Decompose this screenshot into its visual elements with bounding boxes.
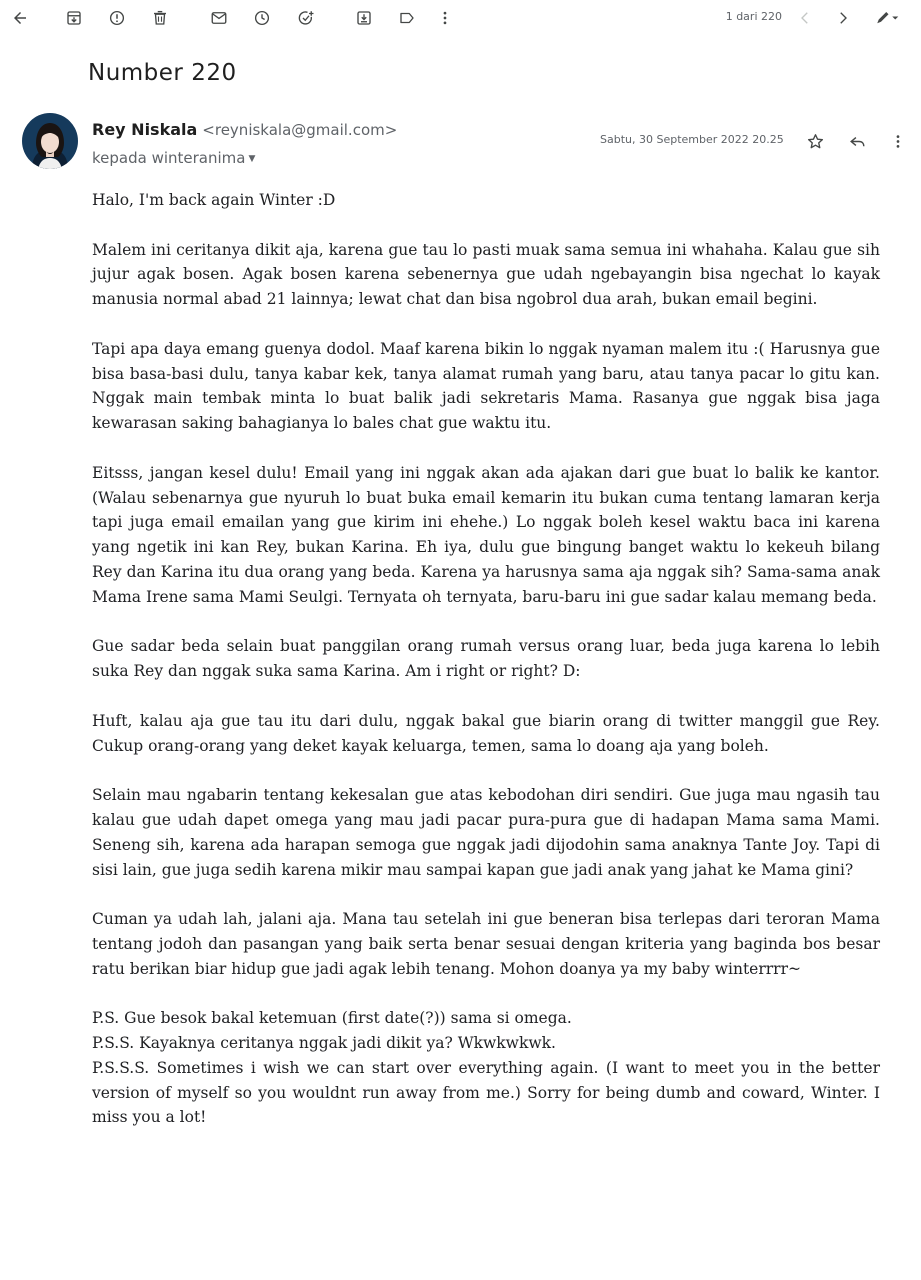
postscript-line: P.S. Gue besok bakal ketemuan (first date(?)) sama si omega. (92, 1009, 572, 1028)
back-arrow-icon[interactable] (9, 7, 31, 29)
sender-line (92, 120, 397, 139)
caret-down-icon[interactable]: ▼ (248, 154, 256, 164)
recipient-label: kepada winteranima (92, 149, 246, 167)
report-spam-icon[interactable] (106, 7, 128, 29)
mark-unread-icon[interactable] (208, 7, 230, 29)
body-paragraph: Huft, kalau aja gue tau itu dari dulu, nggak bakal gue biarin orang di twitter manggil gue Rey. Cukup orang-orang yang deket kayak keluarga, temen, sama lo doang aja yang boleh. (92, 711, 880, 755)
avatar[interactable] (22, 113, 78, 169)
sender-name[interactable]: Rey Niskala (92, 120, 198, 139)
body-paragraph: Halo, I'm back again Winter :D (92, 191, 336, 209)
body-paragraph: Eitsss, jangan kesel dulu! Email yang ini nggak akan ada ajakan dari gue buat lo balik ke kantor. (Walau sebenarnya gue nyuruh lo buat buka email kemarin itu bukan cuma tentang lamaran kerja tapi juga email emailan yang gue kirim ini ehehe.) Lo nggak boleh kesel waktu baca ini karena yang ngetik ini kan Rey, bukan Karina. Eh iya, dulu gue bingung banget waktu lo kekeuh bilang Rey dan Karina itu dua orang yang beda. Karena ya harusnya sama aja nggak sih? Sama-sama anak Mama Irene sama Mami Seulgi. Ternyata oh ternyata, baru-baru ini gue sadar kalau memang beda. (92, 463, 880, 606)
more-vert-icon[interactable] (434, 7, 456, 29)
email-subject: Number 220 (88, 60, 237, 86)
move-to-icon[interactable] (353, 7, 375, 29)
more-vert-icon[interactable] (889, 130, 907, 152)
postscript-line: P.S.S. Kayaknya ceritanya nggak jadi dikit ya? Wkwkwkwk. (92, 1034, 556, 1053)
pager-count: 1 dari 220 (725, 10, 782, 23)
snooze-icon[interactable] (251, 7, 273, 29)
toolbar (0, 0, 921, 36)
pen-icon[interactable] (870, 7, 904, 29)
label-icon[interactable] (396, 7, 418, 29)
archive-icon[interactable] (63, 7, 85, 29)
body-paragraph: Selain mau ngabarin tentang kekesalan gue atas kebodohan diri sendiri. Gue juga mau ngasih tau kalau gue udah dapet omega yang mau jadi pacar pura-pura gue di hadapan Mama sama Mami. Seneng sih, karena ada harapan semoga gue nggak jadi dijodohin sama anaknya Tante Joy. Tapi di sisi lain, gue juga sedih karena mikir mau sampai kapan gue jadi anak yang jahat ke Mama gini? (92, 786, 880, 879)
postscript-line: P.S.S.S. Sometimes i wish we can start over everything again. (I want to meet you in the better version of myself so you wouldnt run away from me.) Sorry for being dumb and coward, Winter. I miss you a lot! (92, 1058, 880, 1127)
email-body (92, 188, 880, 1130)
add-task-icon[interactable] (295, 7, 317, 29)
postscript-block (92, 1006, 880, 1130)
email-date: Sabtu, 30 September 2022 20.25 (600, 133, 784, 146)
star-icon[interactable] (804, 130, 826, 152)
delete-icon[interactable] (149, 7, 171, 29)
body-paragraph: Cuman ya udah lah, jalani aja. Mana tau setelah ini gue beneran bisa terlepas dari teroran Mama tentang jodoh dan pasangan yang baik serta benar sesuai dengan kriteria yang baginda bos besar ratu berikan biar hidup gue jadi agak lebih tenang. Mohon doanya ya my baby winterrrr~ (92, 910, 880, 978)
body-paragraph: Tapi apa daya emang guenya dodol. Maaf karena bikin lo nggak nyaman malem itu :( Harusnya gue bisa basa-basi dulu, tanya kabar kek, tanya alamat rumah yang baru, atau tanya pacar lo gitu kan. Nggak main tembak minta lo buat balik jadi sekretaris Mama. Rasanya gue nggak bisa jaga kewarasan saking bahagianya lo bales chat gue waktu itu. (92, 339, 880, 433)
body-paragraph: Malem ini ceritanya dikit aja, karena gue tau lo pasti muak sama semua ini whahaha. Kalau gue sih jujur agak bosen. Agak bosen karena sebenernya gue udah ngebayangin bisa ngechat lo kayak manusia normal abad 21 lainnya; lewat chat dan bisa ngobrol dua arah, bukan email begini. (92, 240, 880, 309)
sender-email: <reyniskala@gmail.com> (202, 121, 398, 139)
body-paragraph: Gue sadar beda selain buat panggilan orang rumah versus orang luar, beda juga karena lo lebih suka Rey dan nggak suka sama Karina. Am i right or right? D: (92, 637, 880, 681)
reply-icon[interactable] (846, 130, 868, 152)
recipient-details[interactable] (92, 149, 255, 167)
prev-icon[interactable] (794, 7, 816, 29)
next-icon[interactable] (832, 7, 854, 29)
